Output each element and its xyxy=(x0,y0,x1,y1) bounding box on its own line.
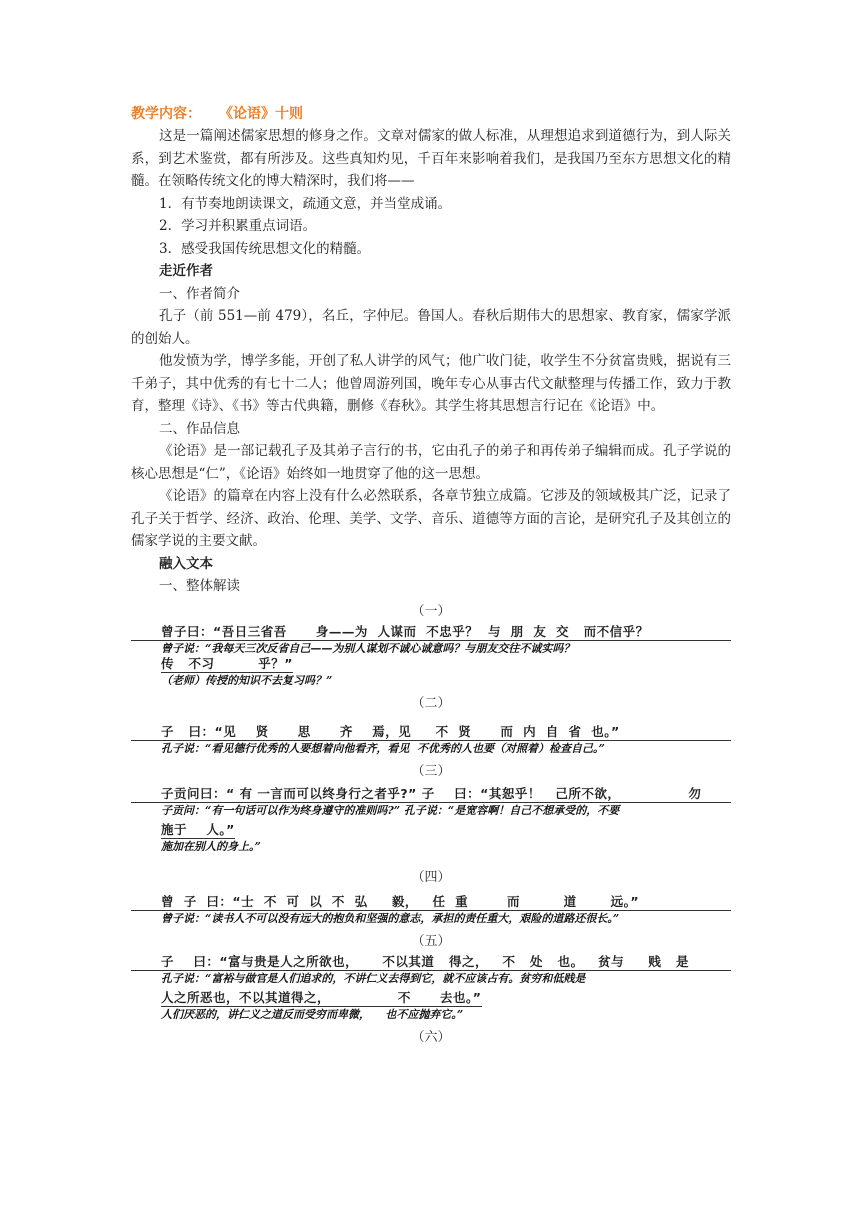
passage-translation: 孔子说：“看见德行优秀的人要想着向他看齐，看见 不优秀的人也要（对照着）检查自己。” xyxy=(161,741,605,755)
passage-number: （二） xyxy=(411,695,451,711)
passage-4 xyxy=(131,868,731,926)
passage-translation: 子贡问：“有一句话可以作为终身遵守的准则吗?” 孔子说：“是宽容啊！自己不想承受的，不要 xyxy=(161,803,620,817)
heading-title: 《论语》十则 xyxy=(219,106,303,122)
passage-translation: 施加在别人的身上。” xyxy=(161,839,261,853)
intro-paragraph: 这是一篇阐述儒家思想的修身之作。文章对儒家的做人标准，从理想追求到道德行为，到人际关系，到艺术鉴赏，都有所涉及。这些真知灼见，千百年来影响着我们，是我国乃至东方思想文化的精髓。在领略传统文化的博大精深时，我们将—— xyxy=(131,128,731,189)
document-page xyxy=(131,103,731,1054)
passage-number: （四） xyxy=(411,869,451,885)
subheading-overall: 一、整体解读 xyxy=(159,578,240,594)
passage-original: 传 不习 乎？” xyxy=(161,655,293,671)
work-paragraph: 《论语》的篇章在内容上没有什么必然联系，各章节独立成篇。它涉及的领域极其广泛，记录了孔子关于哲学、经济、政治、伦理、美学、文学、音乐、道德等方面的言论，是研究孔子及其创立的儒家学说的主要文献。 xyxy=(131,488,731,549)
passage-number: （一） xyxy=(411,603,451,619)
passage-number: （三） xyxy=(411,763,451,779)
passage-3 xyxy=(131,762,731,854)
author-paragraph: 他发愤为学，博学多能，开创了私人讲学的风气；他广收门徒，收学生不分贫富贵贱，据说有三千弟子，其中优秀的有七十二人；他曾周游列国，晚年专心从事古代文献整理与传播工作，致力于教育，整理《诗》、《书》等古代典籍，删修《春秋》。其学生将其思想言行记在《论语》中。 xyxy=(131,353,731,414)
heading-label: 教学内容： xyxy=(131,106,201,122)
passage-translation: 人们厌恶的，讲仁义之道反而受穷而卑微， 也不应抛弃它。” xyxy=(161,1007,464,1021)
passage-translation: （老师）传授的知识不去复习吗？” xyxy=(161,673,333,687)
passage-number: （六） xyxy=(411,1029,451,1045)
passage-original: 子 曰：“见 贤 思 齐 焉，见 不 贤 而 内 自 省 也。” xyxy=(131,724,731,741)
passage-original: 曾子曰：“吾日三省吾 身——为 人谋而 不忠乎？ 与 朋 友 交 而不信乎？ xyxy=(131,624,731,641)
passage-original: 人之所恶也，不以其道得之， 不 去也。” xyxy=(161,989,482,1005)
passage-original: 子贡问曰：“ 有 一言而可以终身行之者乎?” 子 曰：“其恕乎！ 己所不欲， 勿 xyxy=(131,786,731,803)
passage-translation: 孔子说：“富裕与做官是人们追求的，不讲仁义去得到它，就不应该占有。贫穷和低贱是 xyxy=(161,971,586,985)
author-paragraph: 孔子（前 551—前 479），名丘，字仲尼。鲁国人。春秋后期伟大的思想家、教育家，儒家学派的创始人。 xyxy=(131,308,731,347)
passage-6 xyxy=(131,1028,731,1048)
goal-item: 1．有节奏地朗读课文，疏通文意，并当堂成诵。 xyxy=(159,195,452,212)
lesson-heading xyxy=(131,103,731,125)
passage-1 xyxy=(131,602,731,688)
subheading-work-info: 二、作品信息 xyxy=(159,420,240,437)
passage-translation: 曾子说：“读书人不可以没有远大的抱负和坚强的意志，承担的责任重大，艰险的道路还很长。” xyxy=(161,911,620,925)
passage-number: （五） xyxy=(411,933,451,949)
passage-2 xyxy=(131,694,731,756)
section-heading-author: 走近作者 xyxy=(159,263,213,279)
subheading-author-intro: 一、作者简介 xyxy=(159,285,240,302)
goal-item: 2．学习并积累重点词语。 xyxy=(159,218,317,234)
section-heading-text: 融入文本 xyxy=(159,555,213,572)
passage-original: 曾 子 曰：“士 不 可 以 不 弘 毅， 任 重 而 道 远。” xyxy=(131,894,731,911)
goal-item: 3．感受我国传统思想文化的精髓。 xyxy=(159,240,371,257)
passage-translation: 曾子说：“我每天三次反省自己——为别人谋划不诚心诚意吗？与朋友交往不诚实吗？ xyxy=(161,641,575,655)
passage-original: 施于 人。” xyxy=(161,821,235,837)
passage-original: 子 曰：“富与贵是人之所欲也， 不以其道 得之， 不 处 也。 贫与 贱 是 xyxy=(131,954,731,971)
passage-5 xyxy=(131,932,731,1022)
work-paragraph: 《论语》是一部记载孔子及其弟子言行的书，它由孔子的弟子和再传弟子编辑而成。孔子学说的核心思想是“仁”，《论语》始终如一地贯穿了他的这一思想。 xyxy=(131,443,731,482)
